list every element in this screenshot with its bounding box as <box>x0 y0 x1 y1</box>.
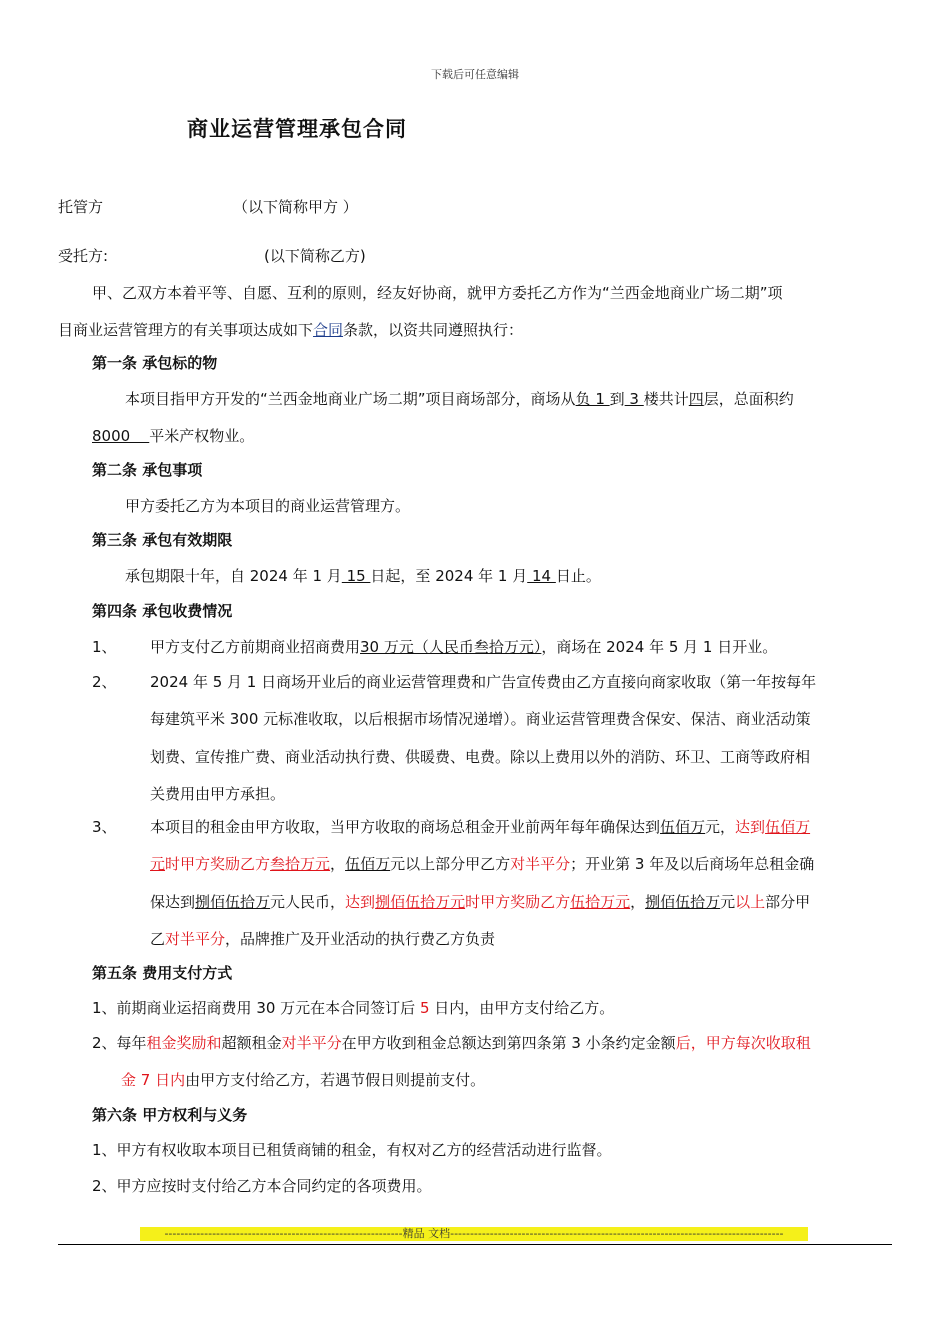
article-4-item-3-line-3: 保达到捌佰伍拾万元人民币，达到捌佰伍拾万元时甲方奖励乙方伍拾万元，捌佰伍拾万元以上部分甲 <box>150 893 811 911</box>
intro-line-2: 目商业运营管理方的有关事项达成如下合同条款，以资共同遵照执行： <box>58 321 524 339</box>
article-4-item-1-number: 1、 <box>92 638 117 656</box>
article-4-item-2-line-3: 划费、宣传推广费、商业活动执行费、供暖费、电费。除以上费用以外的消防、环卫、工商等政府相 <box>150 748 811 766</box>
article-3-heading: 第三条 承包有效期限 <box>92 531 233 549</box>
article-5-item-2-line-1: 2、每年租金奖励和超额租金对半平分在甲方收到租金总额达到第四条第 3 小条约定金额后，甲方每次收取租 <box>92 1034 811 1052</box>
article-5-heading: 第五条 费用支付方式 <box>92 964 233 982</box>
party-a-label: 托管方 <box>58 198 104 216</box>
footer-label: 精品 文档 <box>402 1227 451 1240</box>
article-4-heading: 第四条 承包收费情况 <box>92 602 233 620</box>
article-4-item-2-line-2: 每建筑平米 300 元标准收取，以后根据市场情况递增）。商业运营管理费含保安、保洁、商业活动策 <box>150 710 811 728</box>
article-4-item-3-line-2: 元时甲方奖励乙方叁拾万元，伍佰万元以上部分甲乙方对半平分；开业第 3 年及以后商场年总租金确 <box>150 855 815 873</box>
footer-right-dashes: ------------------------------------------------------------------------------------ <box>450 1227 784 1240</box>
article-5-item-1: 1、前期商业运招商费用 30 万元在本合同签订后 5 日内，由甲方支付给乙方。 <box>92 999 615 1017</box>
article-2-heading: 第二条 承包事项 <box>92 461 203 479</box>
footer-divider <box>58 1244 892 1245</box>
article-4-item-2-number: 2、 <box>92 673 117 691</box>
article-4-item-2-line-4: 关费用由甲方承担。 <box>150 785 286 803</box>
intro-line-1: 甲、乙双方本着平等、自愿、互利的原则，经友好协商，就甲方委托乙方作为“兰西金地商业广场二期”项 <box>92 284 783 302</box>
article-4-item-3-line-4: 乙对半平分，品牌推广及开业活动的执行费乙方负责 <box>150 930 496 948</box>
header-note: 下载后可任意编辑 <box>431 68 519 81</box>
party-b-label: 受托方: <box>58 247 109 265</box>
party-b-note: (以下简称乙方) <box>264 247 366 265</box>
article-4-item-2-line-1: 2024 年 5 月 1 日商场开业后的商业运营管理费和广告宣传费由乙方直接向商家收取（第一年按每年 <box>150 673 817 691</box>
article-2-body: 甲方委托乙方为本项目的商业运营管理方。 <box>125 497 411 515</box>
article-3-body: 承包期限十年，自 2024 年 1 月 15 日起，至 2024 年 1 月 14 日止。 <box>125 567 601 585</box>
party-a-note: （以下简称甲方 ） <box>233 198 358 216</box>
article-5-item-2-line-2: 金 7 日内由甲方支付给乙方，若遇节假日则提前支付。 <box>121 1071 486 1089</box>
article-4-item-1: 甲方支付乙方前期商业招商费用30 万元（人民币叁拾万元），商场在 2024 年 5 月 1 日开业。 <box>150 638 778 656</box>
article-1-heading: 第一条 承包标的物 <box>92 354 218 372</box>
article-6-heading: 第六条 甲方权利与义务 <box>92 1106 248 1124</box>
article-1-line-1: 本项目指甲方开发的“兰西金地商业广场二期”项目商场部分，商场从负 1 到 3 楼共计四层，总面积约 <box>125 390 794 408</box>
document-title: 商业运营管理承包合同 <box>187 117 407 141</box>
article-6-item-2: 2、甲方应按时支付给乙方本合同约定的各项费用。 <box>92 1177 432 1195</box>
footer-banner <box>140 1227 808 1241</box>
article-4-item-3-number: 3、 <box>92 818 117 836</box>
contract-link[interactable]: 合同 <box>313 321 344 339</box>
article-6-item-1: 1、甲方有权收取本项目已租赁商铺的租金，有权对乙方的经营活动进行监督。 <box>92 1141 612 1159</box>
article-4-item-3-line-1: 本项目的租金由甲方收取，当甲方收取的商场总租金开业前两年每年确保达到伍佰万元，达到伍佰万 <box>150 818 811 836</box>
article-1-line-2: 8000 平米产权物业。 <box>92 427 255 445</box>
footer-left-dashes: ------------------------------------------------------------ <box>164 1227 403 1240</box>
